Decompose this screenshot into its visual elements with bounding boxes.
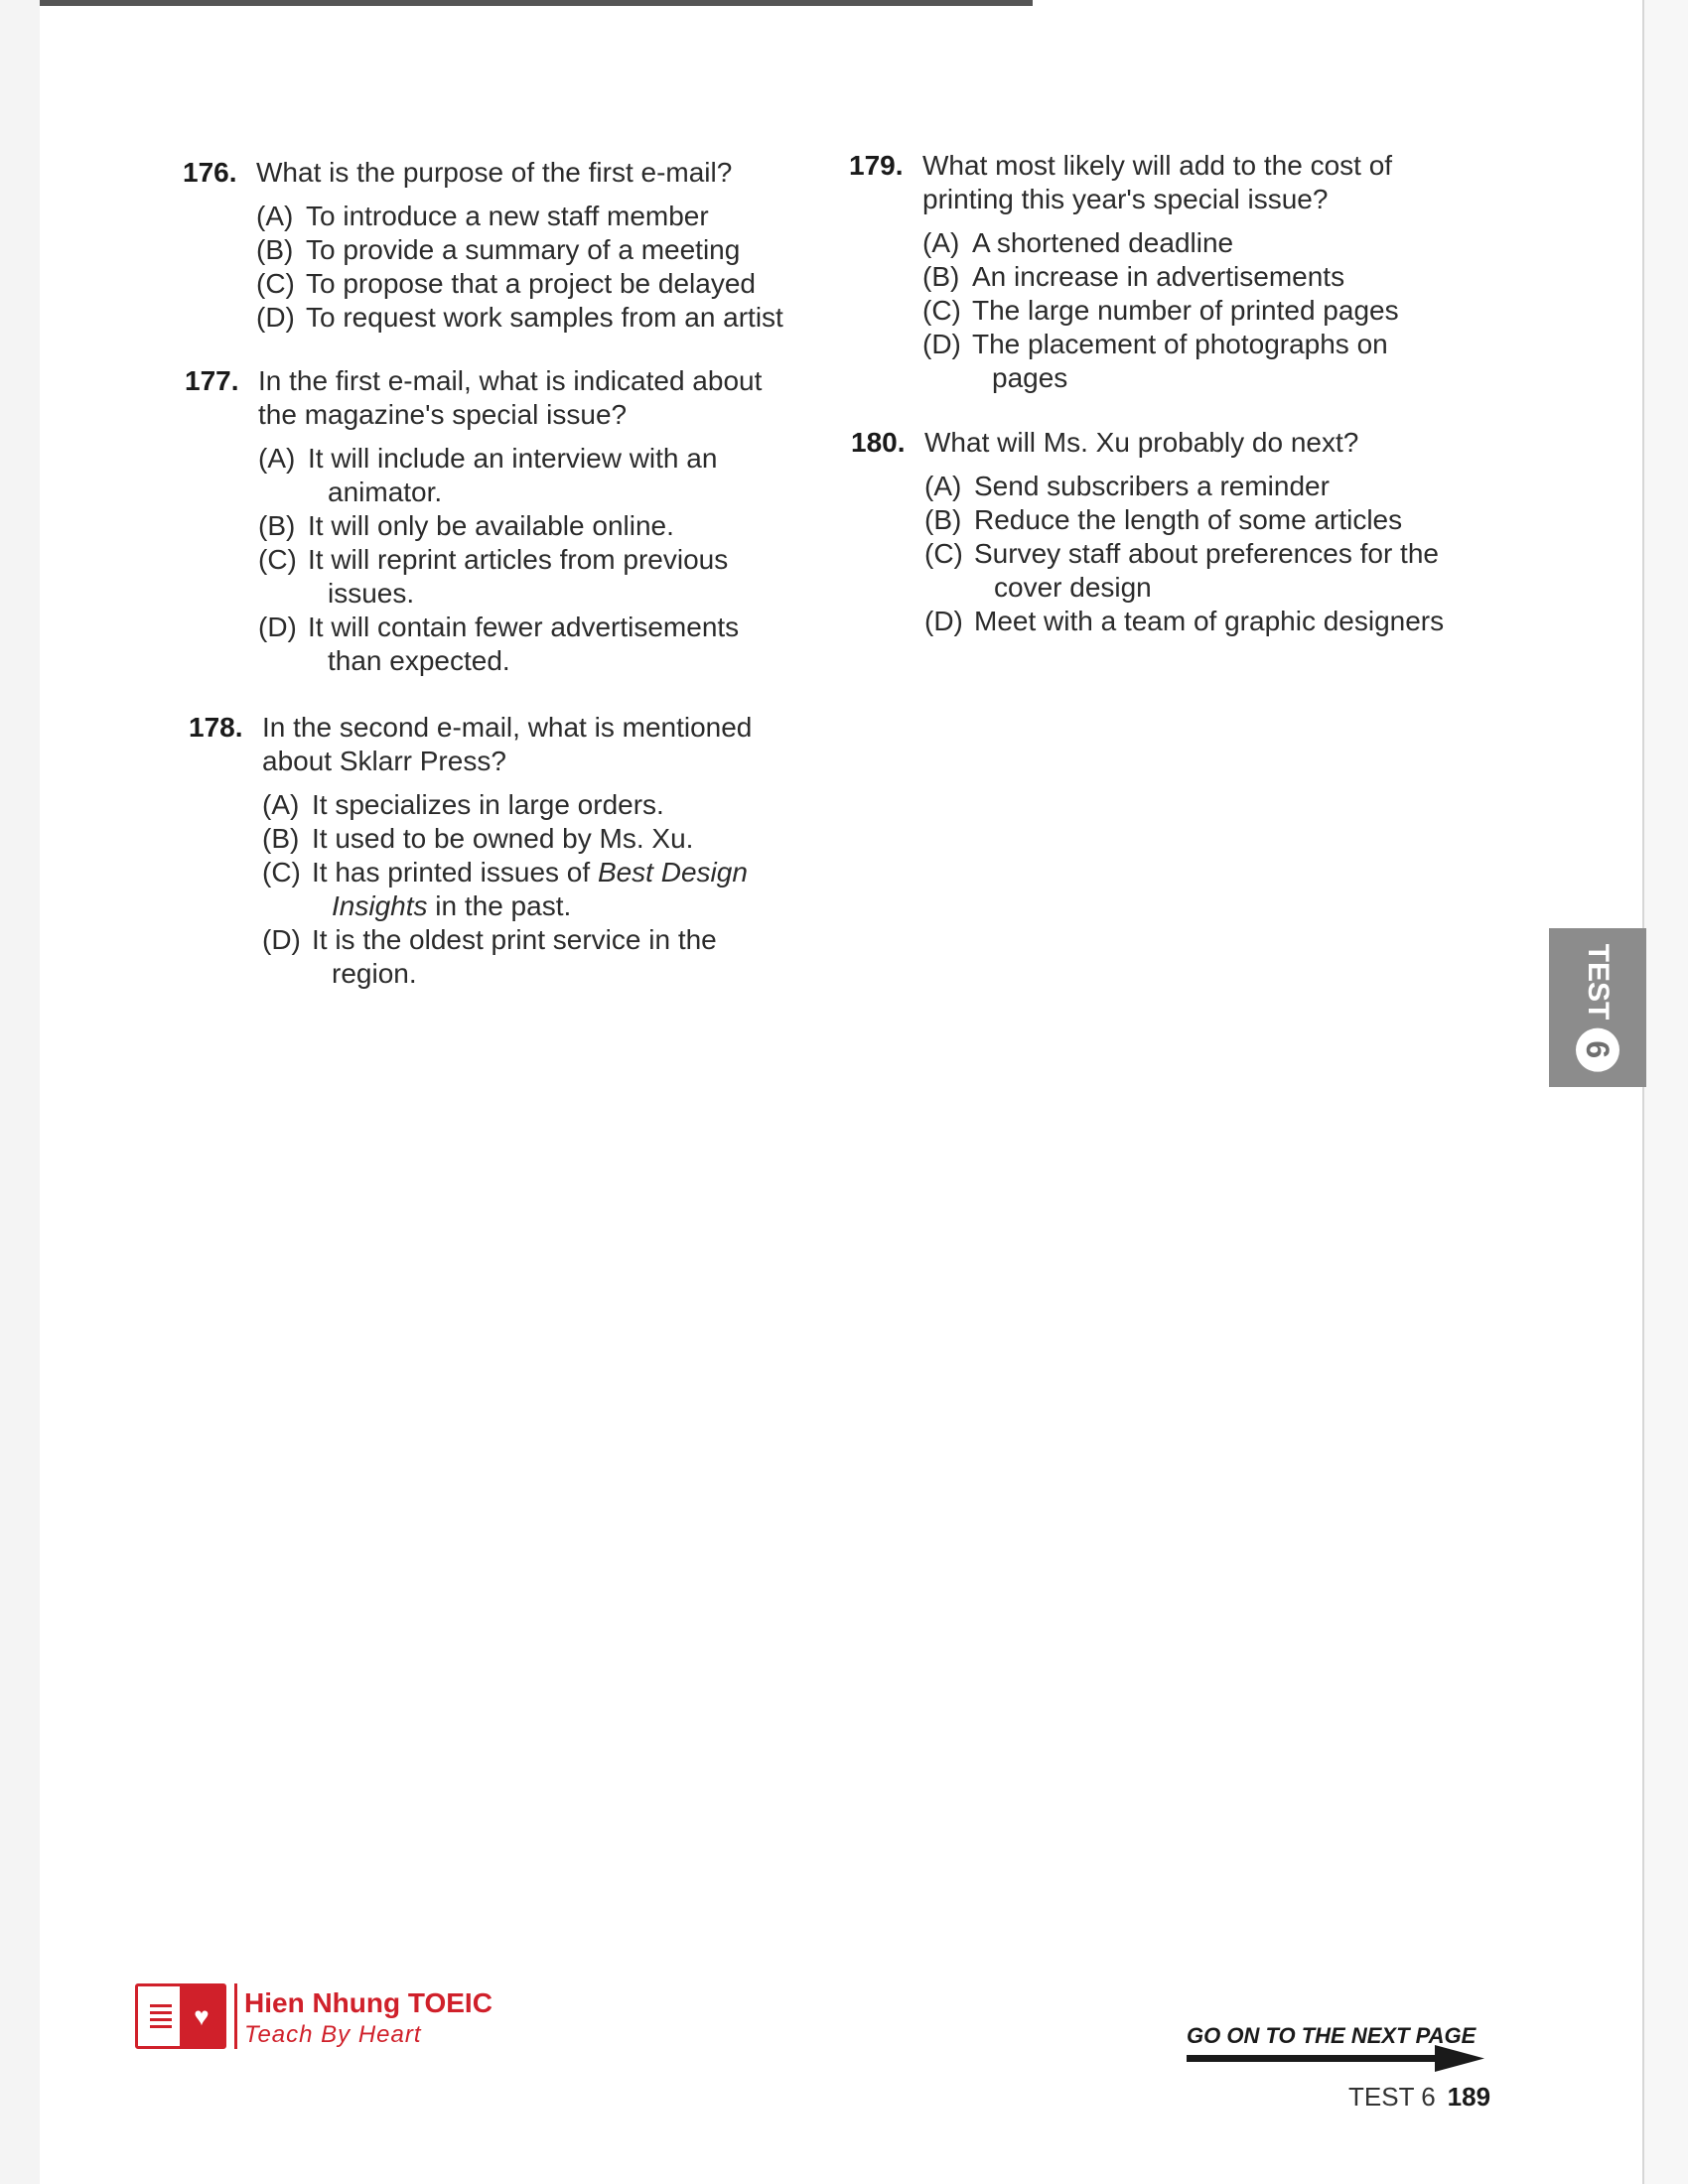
option-letter: (A) bbox=[924, 471, 962, 501]
option-letter: (B) bbox=[262, 823, 300, 854]
option-b bbox=[258, 509, 820, 543]
option-letter: (B) bbox=[922, 261, 960, 292]
option-a bbox=[924, 470, 1486, 503]
option-c bbox=[922, 294, 1484, 328]
option-letter: (A) bbox=[922, 227, 960, 258]
option-a bbox=[922, 226, 1484, 260]
option-text: It will reprint articles from previous bbox=[308, 544, 729, 575]
option-text-continued: than expected. bbox=[328, 645, 510, 676]
option-list bbox=[185, 442, 820, 678]
option-d bbox=[256, 301, 818, 335]
option-b bbox=[256, 233, 818, 267]
option-text: Reduce the length of some articles bbox=[974, 504, 1403, 535]
option-text: To introduce a new staff member bbox=[306, 201, 709, 231]
next-page-label: GO ON TO THE NEXT PAGE bbox=[1187, 2023, 1477, 2048]
option-letter: (D) bbox=[256, 302, 295, 333]
question-number: 179. bbox=[849, 150, 904, 181]
question-stem: What is the purpose of the first e-mail? bbox=[256, 157, 733, 188]
option-text-continued: pages bbox=[992, 362, 1068, 393]
right-arrow-icon bbox=[1187, 2043, 1484, 2073]
side-tab-label: TEST bbox=[1582, 943, 1615, 1021]
option-text: To request work samples from an artist bbox=[306, 302, 783, 333]
footer-label: TEST 6 bbox=[1348, 2082, 1436, 2112]
option-letter: (A) bbox=[256, 201, 294, 231]
logo-tagline: Teach By Heart bbox=[244, 2021, 422, 2048]
page-footer bbox=[1348, 2082, 1490, 2113]
question-head bbox=[189, 711, 824, 778]
scan-top-edge bbox=[40, 0, 1033, 6]
logo-title: Hien Nhung TOEIC bbox=[244, 1987, 492, 2018]
text-lines-icon bbox=[150, 2004, 172, 2032]
question-head bbox=[185, 364, 820, 432]
option-d bbox=[922, 328, 1484, 395]
question-head bbox=[851, 426, 1486, 460]
option-text: Send subscribers a reminder bbox=[974, 471, 1330, 501]
option-c bbox=[924, 537, 1486, 605]
option-d bbox=[924, 605, 1486, 638]
option-text-continued: animator. bbox=[328, 477, 443, 507]
question-number: 177. bbox=[185, 365, 239, 396]
option-letter: (B) bbox=[256, 234, 294, 265]
option-letter: (C) bbox=[262, 857, 301, 887]
option-text: It will contain fewer advertisements bbox=[308, 612, 740, 642]
option-b bbox=[924, 503, 1486, 537]
option-text: It used to be owned by Ms. Xu. bbox=[312, 823, 694, 854]
question-stem-line-2: about Sklarr Press? bbox=[262, 746, 506, 776]
question-177 bbox=[185, 364, 820, 678]
option-list bbox=[849, 226, 1484, 395]
option-text: Survey staff about preferences for the bbox=[974, 538, 1439, 569]
question-number: 178. bbox=[189, 712, 243, 743]
option-text: An increase in advertisements bbox=[972, 261, 1345, 292]
option-letter: (A) bbox=[262, 789, 300, 820]
option-d bbox=[258, 611, 820, 678]
option-a bbox=[256, 200, 818, 233]
option-text: To propose that a project be delayed bbox=[306, 268, 756, 299]
magazine-title-italic-continued: Insights bbox=[332, 890, 428, 921]
option-letter: (C) bbox=[924, 538, 963, 569]
scan-left-edge bbox=[0, 0, 40, 2184]
option-list bbox=[851, 470, 1486, 638]
option-text-continued bbox=[312, 889, 824, 923]
option-letter: (D) bbox=[924, 606, 963, 636]
option-text: A shortened deadline bbox=[972, 227, 1234, 258]
question-178 bbox=[189, 711, 824, 991]
option-text: Meet with a team of graphic designers bbox=[974, 606, 1445, 636]
question-head bbox=[849, 149, 1484, 216]
option-text: It will only be available online. bbox=[308, 510, 674, 541]
option-a bbox=[258, 442, 820, 509]
option-list bbox=[183, 200, 818, 335]
option-c bbox=[258, 543, 820, 611]
question-180 bbox=[851, 426, 1486, 638]
option-text: It specializes in large orders. bbox=[312, 789, 664, 820]
option-text: To provide a summary of a meeting bbox=[306, 234, 741, 265]
option-letter: (B) bbox=[924, 504, 962, 535]
book-heart-icon bbox=[135, 1983, 226, 2049]
option-text: The placement of photographs on bbox=[972, 329, 1388, 359]
question-stem-line-1: What most likely will add to the cost of bbox=[922, 150, 1393, 181]
option-text-continued: issues. bbox=[328, 578, 415, 609]
question-number: 180. bbox=[851, 427, 906, 458]
question-stem: What will Ms. Xu probably do next? bbox=[924, 427, 1359, 458]
option-letter: (B) bbox=[258, 510, 296, 541]
option-text: It has printed issues of bbox=[312, 857, 591, 887]
option-text: It will include an interview with an bbox=[308, 443, 718, 474]
option-text: The large number of printed pages bbox=[972, 295, 1399, 326]
question-stem-line-1: In the second e-mail, what is mentioned bbox=[262, 712, 753, 743]
option-text-continued: cover design bbox=[994, 572, 1152, 603]
question-stem-line-2: printing this year's special issue? bbox=[922, 184, 1329, 214]
option-text-tail: in the past. bbox=[435, 890, 572, 921]
question-176 bbox=[183, 156, 818, 335]
option-letter: (D) bbox=[262, 924, 301, 955]
side-tab-number: 6 bbox=[1576, 1027, 1619, 1071]
option-d bbox=[262, 923, 824, 991]
question-stem-line-1: In the first e-mail, what is indicated about bbox=[258, 365, 763, 396]
option-letter: (C) bbox=[256, 268, 295, 299]
test-side-tab bbox=[1549, 928, 1646, 1087]
question-number: 176. bbox=[183, 157, 237, 188]
option-c bbox=[262, 856, 824, 923]
option-letter: (D) bbox=[258, 612, 297, 642]
page-number: 189 bbox=[1447, 2082, 1491, 2112]
side-tab-content bbox=[1576, 944, 1619, 1072]
scan-right-edge bbox=[1642, 0, 1688, 2184]
logo-divider bbox=[234, 1983, 237, 2049]
option-b bbox=[262, 822, 824, 856]
heart-icon: ♥ bbox=[180, 1986, 223, 2046]
question-stem-line-2: the magazine's special issue? bbox=[258, 399, 628, 430]
option-letter: (C) bbox=[922, 295, 961, 326]
option-letter: (D) bbox=[922, 329, 961, 359]
option-text-continued: region. bbox=[332, 958, 417, 989]
option-letter: (C) bbox=[258, 544, 297, 575]
option-letter: (A) bbox=[258, 443, 296, 474]
magazine-title-italic: Best Design bbox=[597, 857, 748, 887]
option-a bbox=[262, 788, 824, 822]
option-list bbox=[189, 788, 824, 991]
option-b bbox=[922, 260, 1484, 294]
option-c bbox=[256, 267, 818, 301]
question-head bbox=[183, 156, 818, 190]
question-179 bbox=[849, 149, 1484, 395]
option-text: It is the oldest print service in the bbox=[312, 924, 717, 955]
